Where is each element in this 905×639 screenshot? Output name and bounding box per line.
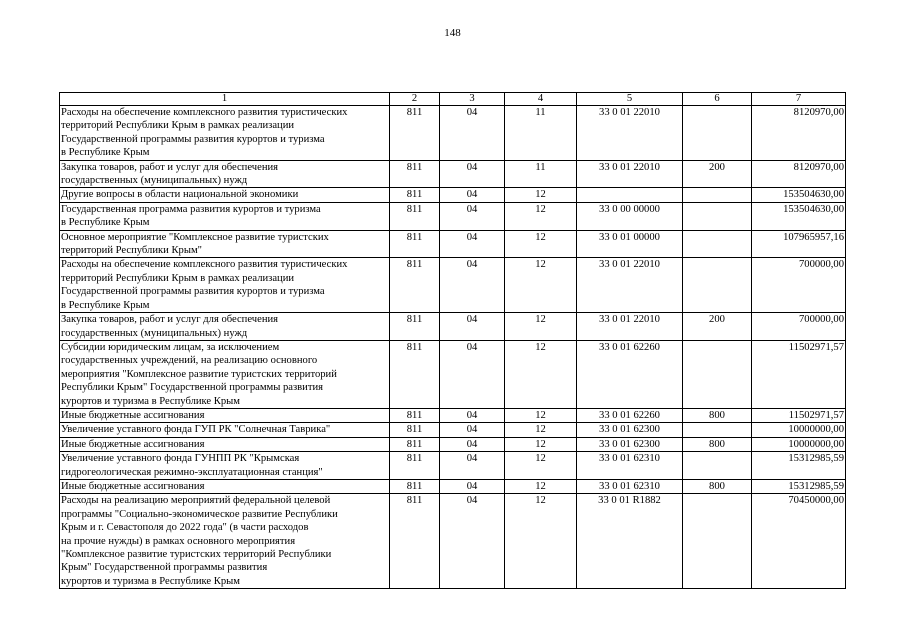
expense-type-cell — [683, 188, 752, 202]
expense-name-cell: Увеличение уставного фонда ГУНПП РК "Крымская гидрогеологическая режимно-эксплуатационная станция" — [60, 452, 390, 480]
table-row — [60, 160, 846, 188]
subsection-code-cell: 11 — [505, 106, 577, 161]
table-body — [60, 106, 846, 589]
section-code-cell: 04 — [440, 423, 505, 437]
expense-name-cell: Другие вопросы в области национальной экономики — [60, 188, 390, 202]
expense-type-cell: 800 — [683, 408, 752, 422]
expense-type-cell — [683, 106, 752, 161]
subsection-code-cell: 11 — [505, 160, 577, 188]
grbs-code-cell: 811 — [390, 106, 440, 161]
expense-type-cell — [683, 423, 752, 437]
section-code-cell: 04 — [440, 313, 505, 341]
amount-cell: 153504630,00 — [752, 188, 846, 202]
amount-cell: 15312985,59 — [752, 479, 846, 493]
amount-cell: 8120970,00 — [752, 160, 846, 188]
expense-type-cell — [683, 452, 752, 480]
subsection-code-cell: 12 — [505, 437, 577, 451]
amount-cell: 153504630,00 — [752, 202, 846, 230]
expense-type-cell: 800 — [683, 437, 752, 451]
table-row — [60, 230, 846, 258]
column-header: 7 — [752, 93, 846, 106]
expense-name-cell: Субсидии юридическим лицам, за исключением государственных учреждений, на реализацию основного мероприятия "Комплексное развитие туристских территорий Республики Крым" Государственной программы развития курортов и туризма в Республике Крым — [60, 340, 390, 408]
expense-type-cell: 800 — [683, 479, 752, 493]
amount-cell: 107965957,16 — [752, 230, 846, 258]
amount-cell: 15312985,59 — [752, 452, 846, 480]
section-code-cell: 04 — [440, 230, 505, 258]
target-article-cell: 33 0 01 R1882 — [577, 494, 683, 589]
amount-cell: 70450000,00 — [752, 494, 846, 589]
table-row — [60, 340, 846, 408]
grbs-code-cell: 811 — [390, 423, 440, 437]
target-article-cell: 33 0 01 22010 — [577, 160, 683, 188]
section-code-cell: 04 — [440, 494, 505, 589]
column-header: 6 — [683, 93, 752, 106]
target-article-cell: 33 0 00 00000 — [577, 202, 683, 230]
section-code-cell: 04 — [440, 258, 505, 313]
target-article-cell: 33 0 01 00000 — [577, 230, 683, 258]
grbs-code-cell: 811 — [390, 408, 440, 422]
grbs-code-cell: 811 — [390, 258, 440, 313]
amount-cell: 700000,00 — [752, 313, 846, 341]
subsection-code-cell: 12 — [505, 258, 577, 313]
grbs-code-cell: 811 — [390, 452, 440, 480]
page-number: 148 — [444, 27, 461, 39]
section-code-cell: 04 — [440, 437, 505, 451]
column-header: 2 — [390, 93, 440, 106]
table-row — [60, 258, 846, 313]
amount-cell: 11502971,57 — [752, 340, 846, 408]
subsection-code-cell: 12 — [505, 202, 577, 230]
table-row — [60, 202, 846, 230]
target-article-cell: 33 0 01 22010 — [577, 106, 683, 161]
table-row — [60, 106, 846, 161]
expense-name-cell: Закупка товаров, работ и услуг для обеспечения государственных (муниципальных) нужд — [60, 313, 390, 341]
budget-table — [59, 92, 846, 589]
subsection-code-cell: 12 — [505, 494, 577, 589]
target-article-cell: 33 0 01 62260 — [577, 408, 683, 422]
section-code-cell: 04 — [440, 160, 505, 188]
expense-type-cell — [683, 230, 752, 258]
subsection-code-cell: 12 — [505, 340, 577, 408]
target-article-cell: 33 0 01 62310 — [577, 479, 683, 493]
target-article-cell: 33 0 01 62310 — [577, 452, 683, 480]
table-row — [60, 408, 846, 422]
expense-name-cell: Иные бюджетные ассигнования — [60, 479, 390, 493]
table-row — [60, 313, 846, 341]
subsection-code-cell: 12 — [505, 230, 577, 258]
grbs-code-cell: 811 — [390, 160, 440, 188]
expense-type-cell — [683, 340, 752, 408]
target-article-cell: 33 0 01 22010 — [577, 258, 683, 313]
expense-type-cell — [683, 258, 752, 313]
amount-cell: 700000,00 — [752, 258, 846, 313]
grbs-code-cell: 811 — [390, 494, 440, 589]
target-article-cell: 33 0 01 62260 — [577, 340, 683, 408]
subsection-code-cell: 12 — [505, 313, 577, 341]
subsection-code-cell: 12 — [505, 188, 577, 202]
grbs-code-cell: 811 — [390, 188, 440, 202]
grbs-code-cell: 811 — [390, 202, 440, 230]
amount-cell: 10000000,00 — [752, 437, 846, 451]
section-code-cell: 04 — [440, 340, 505, 408]
table-row — [60, 494, 846, 589]
table-row — [60, 423, 846, 437]
section-code-cell: 04 — [440, 408, 505, 422]
target-article-cell: 33 0 01 62300 — [577, 437, 683, 451]
grbs-code-cell: 811 — [390, 437, 440, 451]
expense-name-cell: Государственная программа развития курортов и туризма в Республике Крым — [60, 202, 390, 230]
expense-name-cell: Основное мероприятие "Комплексное развитие туристских территорий Республики Крым" — [60, 230, 390, 258]
expense-name-cell: Закупка товаров, работ и услуг для обеспечения государственных (муниципальных) нужд — [60, 160, 390, 188]
column-header: 4 — [505, 93, 577, 106]
target-article-cell: 33 0 01 22010 — [577, 313, 683, 341]
table-row — [60, 452, 846, 480]
expense-name-cell: Иные бюджетные ассигнования — [60, 437, 390, 451]
section-code-cell: 04 — [440, 202, 505, 230]
grbs-code-cell: 811 — [390, 313, 440, 341]
amount-cell: 10000000,00 — [752, 423, 846, 437]
expense-type-cell: 200 — [683, 313, 752, 341]
amount-cell: 8120970,00 — [752, 106, 846, 161]
grbs-code-cell: 811 — [390, 230, 440, 258]
expense-type-cell: 200 — [683, 160, 752, 188]
table-row — [60, 479, 846, 493]
expense-type-cell — [683, 202, 752, 230]
expense-name-cell: Увеличение уставного фонда ГУП РК "Солнечная Таврика" — [60, 423, 390, 437]
expense-name-cell: Расходы на реализацию мероприятий федеральной целевой программы "Социально-экономическое развитие Республики Крым и г. Севастополя до 2022 года" (в части расходов на прочие нужды) в рамках основного мероприятия "Комплексное развитие туристских территорий Республики Крым" Государственной программы развития курортов и туризма в Республике Крым — [60, 494, 390, 589]
section-code-cell: 04 — [440, 479, 505, 493]
grbs-code-cell: 811 — [390, 479, 440, 493]
column-header: 3 — [440, 93, 505, 106]
expense-name-cell: Расходы на обеспечение комплексного развития туристических территорий Республики Крым в рамках реализации Государственной программы развития курортов и туризма в Республике Крым — [60, 258, 390, 313]
column-header: 5 — [577, 93, 683, 106]
subsection-code-cell: 12 — [505, 408, 577, 422]
subsection-code-cell: 12 — [505, 452, 577, 480]
expense-name-cell: Расходы на обеспечение комплексного развития туристических территорий Республики Крым в рамках реализации Государственной программы развития курортов и туризма в Республике Крым — [60, 106, 390, 161]
section-code-cell: 04 — [440, 452, 505, 480]
subsection-code-cell: 12 — [505, 423, 577, 437]
table-row — [60, 437, 846, 451]
amount-cell: 11502971,57 — [752, 408, 846, 422]
grbs-code-cell: 811 — [390, 340, 440, 408]
header-row — [60, 93, 846, 106]
target-article-cell — [577, 188, 683, 202]
table-row — [60, 188, 846, 202]
target-article-cell: 33 0 01 62300 — [577, 423, 683, 437]
expense-type-cell — [683, 494, 752, 589]
expense-name-cell: Иные бюджетные ассигнования — [60, 408, 390, 422]
column-header: 1 — [60, 93, 390, 106]
subsection-code-cell: 12 — [505, 479, 577, 493]
section-code-cell: 04 — [440, 106, 505, 161]
section-code-cell: 04 — [440, 188, 505, 202]
